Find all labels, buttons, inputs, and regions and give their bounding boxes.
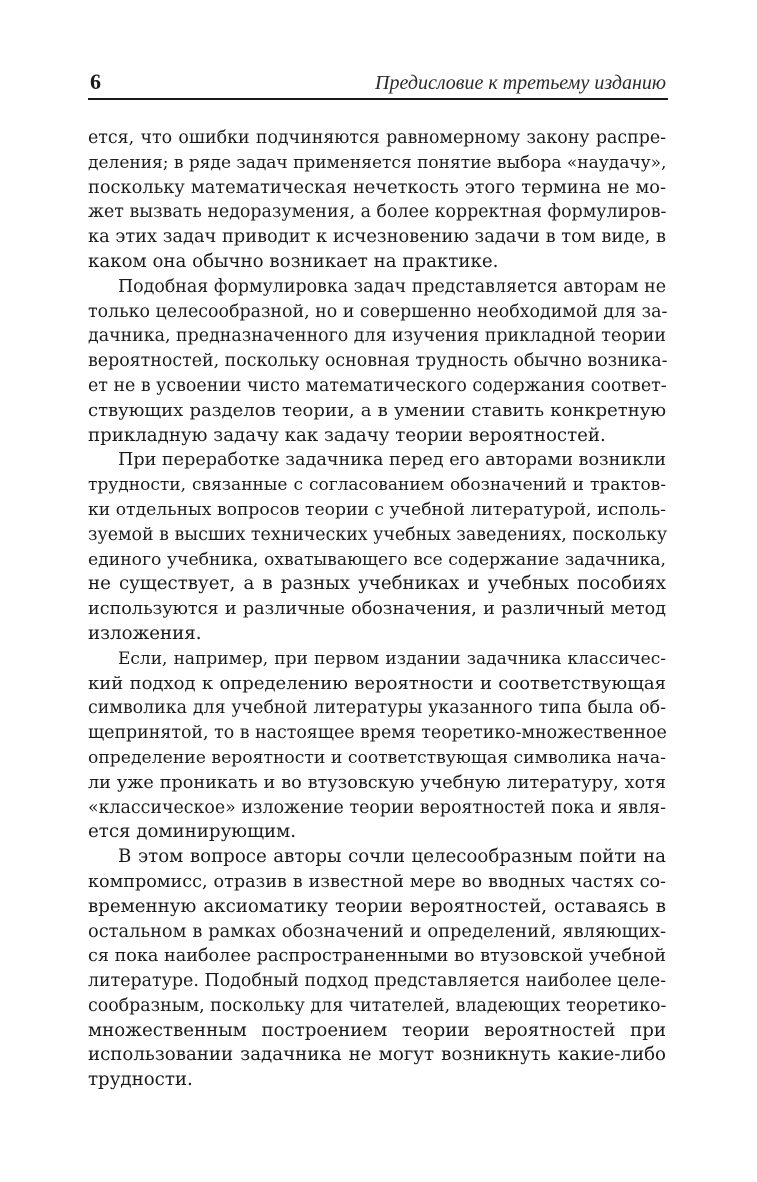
text-line: множественным построением теории вероятностей при <box>88 1019 666 1041</box>
text-line: Подобная формулировка задач представляется авторам не <box>118 276 666 297</box>
text-line: зуемой в высших технических учебных заведениях, поскольку <box>88 524 668 545</box>
text-line: прикладную задачу как задачу теории вероятностей. <box>88 424 606 446</box>
text-line: трудности. <box>88 1069 193 1091</box>
text-line: ет не в усвоении чисто математического содержания соответ- <box>88 375 667 396</box>
text-line: жет вызвать недоразумения, а более корректная формулиров- <box>88 202 667 223</box>
page-number: 6 <box>90 69 101 94</box>
paragraph-2 <box>88 275 666 449</box>
text-line: В этом вопросе авторы сочли целесообразным пойти на <box>118 846 666 868</box>
paragraph-4 <box>88 647 666 845</box>
text-line: сообразным, поскольку для читателей, владеющих теоретико- <box>88 995 667 1016</box>
text-line: ется, что ошибки подчиняются равномерному закону распре- <box>88 128 666 148</box>
paragraph-5 <box>88 845 666 1093</box>
text-line: только целесообразной, но и совершенно необходимой для за- <box>88 301 668 322</box>
text-line: вероятностей, поскольку основная трудность обычно возника- <box>88 351 668 372</box>
page-header <box>88 68 668 100</box>
text-line: Если, например, при первом издании задачника классичес- <box>118 648 666 669</box>
text-line: каком она обычно возникает на практике. <box>88 250 499 272</box>
text-line: литературе. Подобный подход представляется наиболее целе- <box>88 971 666 992</box>
text-line: ки отдельных вопросов теории с учебной литературой, исполь- <box>88 499 666 520</box>
text-line: щепринятой, то в настоящее время теоретико-множественное <box>88 723 667 744</box>
paragraph-1 <box>88 126 666 275</box>
body-text <box>88 126 666 1093</box>
text-line: определение вероятности и соответствующая символика нача- <box>88 747 666 768</box>
text-line: символика для учебной литературы указанного типа была об- <box>88 698 666 719</box>
text-line: единого учебника, охватывающего все содержание задачника, <box>88 549 666 570</box>
text-line: изложения. <box>88 622 202 644</box>
text-line: временную аксиоматику теории вероятностей, оставаясь в <box>88 895 666 917</box>
text-line: деления; в ряде задач применяется понятие выбора «наудачу», <box>88 152 667 173</box>
text-line: использовании задачника не могут возникнуть какие-либо <box>88 1044 666 1066</box>
text-line: дачника, предназначенного для изучения прикладной теории <box>88 326 666 347</box>
text-line: ется доминирующим. <box>88 821 297 843</box>
paragraph-3 <box>88 448 666 646</box>
text-line: «классическое» изложение теории вероятностей пока и явля- <box>88 797 666 818</box>
text-line: ли уже проникать и во втузовскую учебную литературу, хотя <box>88 772 666 793</box>
text-line: поскольку математическая нечеткость этого термина не мо- <box>88 176 666 198</box>
text-line: трудности, связанные с согласованием обозначений и трактов- <box>88 475 666 496</box>
text-line: остальном в рамках обозначений и определений, являющих- <box>88 920 666 942</box>
text-line: При переработке задачника перед его авторами возникли <box>118 450 666 471</box>
running-title: Предисловие к третьему изданию <box>375 72 666 94</box>
text-line: ка этих задач приводит к исчезновению задачи в том виде, в <box>88 226 666 248</box>
text-line: ся пока наиболее распространенными во втузовской учебной <box>88 946 666 967</box>
text-line: компромисс, отразив в известной мере во вводных частях со- <box>88 871 666 892</box>
text-line: ствующих разделов теории, а в умении ставить конкретную <box>88 399 666 421</box>
text-line: не существует, а в разных учебниках и учебных пособиях <box>88 573 666 595</box>
text-line: кий подход к определению вероятности и соответствующая <box>88 672 666 694</box>
text-line: используются и различные обозначения, и различный метод <box>88 599 666 620</box>
